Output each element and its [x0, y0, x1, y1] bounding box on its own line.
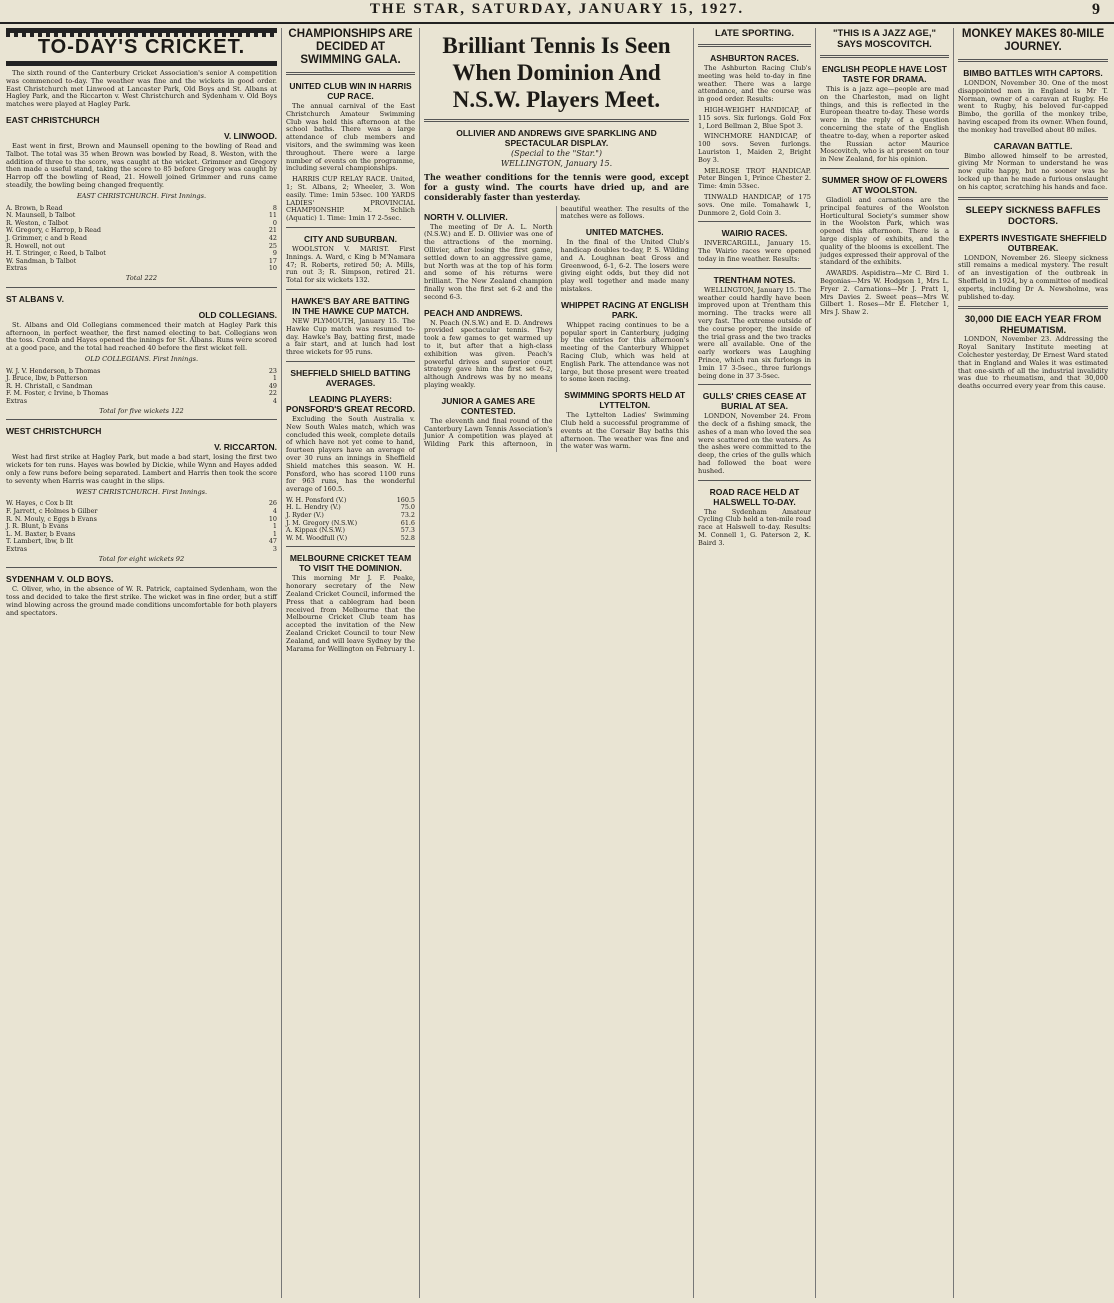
column-monkey — [954, 28, 1112, 1298]
runs: 1 — [272, 529, 277, 538]
match2-vs: OLD COLLEGIANS. — [198, 309, 277, 320]
headline-late-sporting: LATE SPORTING. — [715, 28, 794, 39]
column-swimming — [282, 28, 420, 1298]
divider — [286, 546, 415, 547]
headline-brilliant-tennis: Brilliant Tennis Is Seen When Dominion And N.S.W. Players Meet. — [442, 33, 671, 112]
runs: 47 — [268, 537, 277, 546]
rheumatism-body: LONDON, November 23. Addressing the Royal Sanitary Institute meeting at Colchester yesterday, Dr Ernest Ward stated that in England and Wales it was estimated that one-sixth of all the industrial invalidity was due to rheumatism, and that 30,000 deaths occurred every year from this cause. — [958, 335, 1108, 391]
column-cricket — [2, 28, 282, 1298]
divider — [698, 268, 811, 269]
page-number: 9 — [1092, 1, 1100, 18]
headline-rheumatism: 30,000 DIE EACH YEAR FROM RHEUMATISM. — [964, 314, 1102, 337]
batsman: Extras — [6, 397, 27, 406]
column-tennis — [420, 28, 694, 1298]
divider — [958, 59, 1108, 62]
batsman: A. Brown, b Read — [6, 203, 63, 212]
score-row — [6, 258, 277, 266]
runs: 9 — [272, 249, 277, 258]
dateline: WELLINGTON, January 15. — [500, 158, 613, 168]
sub-bimbo: BIMBO BATTLES WITH CAPTORS. — [963, 68, 1103, 78]
tennis-subhead: OLLIVIER AND ANDREWS GIVE SPARKLING AND SPECTACULAR DISPLAY. — [456, 128, 657, 148]
runs: 10 — [268, 264, 277, 273]
batsman: R. Howell, not out — [6, 241, 65, 250]
player: J. Ryder (V.) — [286, 511, 324, 520]
divider — [698, 221, 811, 222]
batsman: R. Weston, c Talbot — [6, 218, 69, 227]
sub-ashburton: ASHBURTON RACES. — [710, 53, 799, 63]
divider — [820, 55, 949, 58]
player: A. Kippax (N.S.W.) — [286, 526, 345, 535]
player: W. M. Woodfull (V.) — [286, 533, 348, 542]
batsman: R. N. Mouly, c Eggs b Evans — [6, 514, 97, 523]
batsman: L. M. Baxter, b Evans — [6, 529, 76, 538]
united-matches-body: In the final of the United Club's handicap doubles to-day, P. S. Wilding and A. Loughnan beat Gross and Greenwood, 6-1, 6-2. The losers were giving eight odds, but they did not play well together and made many mistakes. — [560, 238, 689, 293]
divider — [424, 119, 689, 122]
gulls-body: LONDON, November 24. From the deck of a fishing smack, the ashes of a man who loved the sea were scattered on the waters. As the ashes were committed to the deep, the cries of the gulls which had followed the boat were hushed. — [698, 412, 811, 475]
match4-body: C. Oliver, who, in the absence of W. R. Patrick, captained Sydenham, won the toss and decided to take the first strike. The wicket was in fine order, but a stiff wind blowing across the ground made conditions uncomfortable for both players and spectators. — [6, 585, 277, 617]
batsman: Extras — [6, 264, 27, 273]
averages-table — [286, 497, 415, 543]
sec-swimming-lyttelton: SWIMMING SPORTS HELD AT LYTTELTON. — [564, 390, 686, 411]
race-result: HIGH-WEIGHT HANDICAP, of 115 sovs. Six furlongs. Gold Fox 1, Lord Bellman 2, Blue Spot 3. — [698, 105, 811, 130]
match3-scorecard — [6, 500, 277, 563]
ashburton-body: The Ashburton Racing Club's meeting was held to-day in fine weather. There was a large attendance, and the course was in good order. Results: — [698, 64, 811, 104]
sub-sheffield-shield: SHEFFIELD SHIELD BATTING AVERAGES. — [290, 367, 411, 388]
tennis-lead: The weather conditions for the tennis were good, except for a gusty wind. The courts have dried up, and are considerably faster than yesterday. — [424, 171, 689, 202]
sub-trentham: TRENTHAM NOTES. — [713, 274, 796, 285]
race-result: TINWALD HANDICAP, of 175 sovs. One mile. Tomahawk 1, Dunmore 2, Gold Coin 3. — [698, 192, 811, 217]
caravan-body: Bimbo allowed himself to be arrested, giving Mr Norman to understand he was now quite happy, but no sooner was he locked up than he made a furious onslaught on his captor, scratching his hands and face. — [958, 151, 1108, 191]
monkey-body: LONDON, November 30. One of the most disappointed men in England is Mr T. Norman, owner of a caravan at Rugby. He went to Rugby, his beloved fur-capped Bimbo, the gorilla of the monkey tribe, having escaped from its owner. When found, the monkey had travelled about 80 miles. — [958, 79, 1108, 134]
match1-scorecard — [6, 205, 277, 283]
sub-ponsford: LEADING PLAYERS: PONSFORD'S GREAT RECORD. — [286, 393, 415, 414]
sub-united-club: UNITED CLUB WIN IN HARRIS CUP RACE. — [289, 81, 412, 101]
sub-wairio: WAIRIO RACES. — [721, 228, 788, 239]
match4-title: SYDENHAM V. OLD BOYS. — [6, 574, 114, 585]
runs: 3 — [272, 545, 277, 553]
city-suburban-body: WOOLSTON V. MARIST. First Innings. A. Ward, c King b M'Namara 47; R. Roberts, retired 50; A. Mills, run out 3; R. Simpson, retired 21. Total for six wickets 132. — [286, 244, 415, 285]
sheffield-body: Excluding the South Australia v. New South Wales match, which was concluded this week, complete details of which have not yet come to hand, fourteen players have an average of over 30 runs an innings in Sheffield Shield matches this season. W. H. Ponsford, who has scored 1100 runs for 963 runs, has the wonderful average of 160.5. — [286, 414, 415, 494]
headline-jazz-age: "THIS IS A JAZZ AGE," SAYS MOSCOVITCH. — [833, 28, 936, 50]
sub-caravan: CARAVAN BATTLE. — [993, 140, 1073, 151]
batsman: N. Maunsell, b Talbot — [6, 211, 76, 220]
swimming-results: HARRIS CUP RELAY RACE. United, 1; St. Albans, 2; Wheeler, 3. Won easily. Time: 1min 53sec. 100 YARDS LADIES' PROVINCIAL CHAMPIONSHIP. M. Schlich (Aquatic) 1. Time: 1min 17 2-5sec. — [286, 175, 415, 223]
average: 73.2 — [400, 511, 415, 520]
headline-championships: CHAMPIONSHIPS ARE DECIDED AT SWIMMING GALA. — [288, 28, 413, 66]
sub-summer-show: SUMMER SHOW OF FLOWERS AT WOOLSTON. — [821, 174, 948, 195]
runs: 0 — [272, 218, 277, 227]
batsman: F. M. Foster, c Irvine, b Thomas — [6, 389, 109, 398]
north-ollivier-body: The meeting of Dr A. L. North (N.S.W.) and E. D. Ollivier was one of the attractions of the morning. Ollivier, after losing the first game, settled down to an aggressive game, but North was at the top of his form and some of his returns were brilliant. The New Zealand champion finally won the first set 6-2 and the second 6-3. — [424, 222, 553, 301]
match2-innings: OLD COLLEGIANS. First Innings. — [84, 354, 199, 363]
runs: 22 — [268, 389, 277, 398]
runs: 11 — [268, 211, 277, 220]
hawkes-bay-body: NEW PLYMOUTH, January 15. The Hawke Cup match was resumed to-day. Hawke's Bay, batting first, made a fair start, and at lunch had lost three wickets for 95 runs. — [286, 316, 415, 357]
junior-a-body: The eleventh and final round of the Canterbury Lawn Tennis Association's Junior A competition was played at Wilding Park this afternoon, in beautiful weather. The results of the matches were as follows. — [424, 204, 689, 449]
column-jazz-age — [816, 28, 954, 1298]
sub-hawkes-bay: HAWKE'S BAY ARE BATTING IN THE HAWKE CUP MATCH. — [291, 295, 410, 316]
runs: 26 — [268, 499, 277, 508]
match1-title: EAST CHRISTCHURCH — [6, 114, 100, 125]
runs: 1 — [272, 374, 277, 383]
divider — [958, 306, 1108, 309]
average-row — [286, 535, 415, 543]
road-race-body: The Sydenham Amateur Cycling Club held a ten-mile road race at Halswell to-day. Results: M. Connell 1, G. Paterson 2, K. Baird 3. — [698, 507, 811, 547]
batsman: F. Jarrett, c Holmes b Gilber — [6, 507, 98, 516]
runs: 23 — [268, 366, 277, 375]
sec-junior-a: JUNIOR A GAMES ARE CONTESTED. — [441, 395, 535, 416]
sec-peach-andrews: PEACH AND ANDREWS. — [424, 307, 523, 318]
score-row — [6, 398, 277, 406]
headline-sleepy-sickness: SLEEPY SICKNESS BAFFLES DOCTORS. — [965, 204, 1101, 227]
divider — [698, 480, 811, 481]
average: 75.0 — [400, 503, 415, 512]
batsman: H. T. Stringer, c Reed, b Talbot — [6, 249, 106, 258]
match2-scorecard — [6, 368, 277, 416]
race-result: WINCHMORE HANDICAP, of 100 sovs. Seven furlongs. Lauriston 1, Maiden 2, Bright Boy 3. — [698, 132, 811, 164]
match2-title: ST ALBANS V. — [6, 293, 64, 304]
trentham-body: WELLINGTON, January 15. The weather could hardly have been improved upon at Trentham this morning. The tracks were all very fast. The extreme outside of the course proper, the inside of the trial grass and the two tracks were all available. One of the early workers was Laughing Prince, which ran six furlongs in 1min 17 3-5sec., three furlongs being done in 37 3-5sec. — [698, 285, 811, 380]
player: H. L. Hendry (V.) — [286, 503, 341, 512]
batsman: Extras — [6, 545, 27, 553]
match1-total: Total 222 — [125, 273, 158, 282]
divider — [698, 44, 811, 47]
batsman: R. H. Christall, c Sandman — [6, 381, 93, 390]
column-sporting — [694, 28, 816, 1298]
score-row — [6, 265, 277, 273]
lyttelton-body: The Lyttelton Ladies' Swimming Club held a successful programme of events at the Corsair Bay baths this afternoon. The weather was fine and the water was warm. — [560, 411, 689, 451]
divider — [698, 384, 811, 385]
divider — [958, 197, 1108, 200]
match1-vs: V. LINWOOD. — [223, 130, 277, 141]
sec-united-matches: UNITED MATCHES. — [585, 227, 664, 238]
tennis-body — [424, 206, 689, 452]
divider — [6, 567, 277, 568]
player: W. H. Ponsford (V.) — [286, 495, 347, 504]
race-result: MELROSE TROT HANDICAP. Peter Bingen 1, Prince Chester 2. Time: 4min 53sec. — [698, 166, 811, 191]
whippet-body: Whippet racing continues to be a popular sport in Canterbury, judging by the entries for this afternoon's meeting of the Canterbury Whippet Racing Club, which was held at English Park. The attendance was not large, but those present were treated to some keen racing. — [560, 320, 689, 384]
divider — [6, 287, 277, 288]
sub-english-drama: ENGLISH PEOPLE HAVE LOST TASTE FOR DRAMA. — [822, 64, 947, 84]
divider — [286, 361, 415, 362]
player: J. M. Gregory (N.S.W.) — [286, 518, 358, 527]
summer-show-body: Gladioli and carnations are the principal features of the Woolston Horticultural Society's summer show in the Woolston Park, which was opened this afternoon. There is a large display of exhibits, and the quality of the blooms is excellent. The judges expressed their approval of the standard of the exhibits. — [820, 195, 949, 267]
runs: 4 — [272, 507, 277, 516]
average: 52.8 — [400, 533, 415, 542]
runs: 25 — [268, 241, 277, 250]
runs: 10 — [268, 514, 277, 523]
sec-north-ollivier: NORTH V. OLLIVIER. — [424, 211, 508, 222]
divider — [286, 72, 415, 75]
match1-innings: EAST CHRISTCHURCH. First Innings. — [76, 191, 207, 200]
average: 61.6 — [400, 518, 415, 527]
score-row — [6, 538, 277, 546]
runs: 4 — [272, 397, 277, 406]
match3-body: West had first strike at Hagley Park, but made a bad start, losing the first two wickets for ten runs. Hayes was bowled by Dickie, while Wynn and Hayes added only a few runs before being separated. Lambert and Harris then took the score to seventy when Harris was caught in the slips. — [6, 453, 277, 485]
masthead — [0, 0, 1114, 24]
special-to-star: (Special to the "Star.") — [510, 149, 603, 158]
sub-melbourne-cricket: MELBOURNE CRICKET TEAM TO VISIT THE DOMINION. — [289, 553, 412, 574]
average: 160.5 — [396, 495, 415, 504]
divider — [286, 289, 415, 290]
melbourne-body: This morning Mr J. F. Peake, honorary secretary of the New Zealand Cricket Council, informed the Press that a cablegram had been received from Melbourne that the Melbourne Cricket Club team has accepted the invitation of the New Zealand Cricket Council to tour New Zealand, and will leave Sydney by the Marama for Wellington on February 1. — [286, 574, 415, 653]
batsman: J. Bruce, lbw, b Patterson — [6, 374, 88, 383]
match3-vs: V. RICCARTON. — [214, 442, 277, 453]
batsman: J. R. Blunt, b Evans — [6, 522, 69, 531]
batsman: W. J. V. Henderson, b Thomas — [6, 366, 101, 375]
sub-road-race: ROAD RACE HELD AT HALSWELL TO-DAY. — [709, 486, 800, 507]
match1-body: East went in first, Brown and Maunsell opening to the bowling of Read and Talbot. The total was 35 when Brown was bowled by Read, 8. Weston, with the addition of three to the score, was caught at the wicket. Grimmer and Gregory then made a useful stand, taking the score to 85 before Gregory was caught by Harrop off the bowling of Read, 21. Howell joined Grimmer and runs came steadily, the bowling being changed frequently. — [6, 141, 277, 189]
sleepy-body: LONDON, November 26. Sleepy sickness still remains a medical mystery. The result of an investigation of the outbreak in Sheffield in 1924, by a committee of medical experts, including Dr A. Newsholme, was published to-day. — [958, 253, 1108, 301]
batsman: J. Grimmer, c and b Read — [6, 233, 87, 242]
jazz-age-body: This is a jazz age—people are mad on the Charleston, mad on light things, and this is reflected in the European theatre to-day. These words were in the reply of a question concerning the state of the English theatre to-day, when a reporter asked the Russian actor Maurice Moscovitch, who is at present on tour in New Zealand, for his opinion. — [820, 85, 949, 164]
score-row — [6, 546, 277, 554]
divider — [820, 168, 949, 169]
batsman: W. Gregory, c Harrop, b Read — [6, 226, 101, 235]
headline-monkey: MONKEY MAKES 80-MILE JOURNEY. — [961, 28, 1105, 53]
divider — [286, 227, 415, 228]
runs: 49 — [268, 381, 277, 390]
match2-body: St. Albans and Old Collegians commenced their match at Hagley Park this afternoon, in perfect weather, the first named electing to bat. Collegians won the toss. Cromb and Hayes opened the innings for St. Albans. Runs were scored at a good pace, and the total had reached 40 before the first wicket fell. — [6, 320, 277, 353]
runs: 8 — [272, 203, 277, 212]
runs: 21 — [268, 226, 277, 235]
batsman: W. Hayes, c Cox b Ilt — [6, 499, 73, 508]
batsman: T. Lambert, lbw, b Ilt — [6, 537, 74, 546]
match2-total: Total for five wickets 122 — [99, 406, 184, 415]
match3-innings: WEST CHRISTCHURCH. First Innings. — [75, 487, 208, 496]
runs: 1 — [272, 522, 277, 531]
match3-total: Total for eight wickets 92 — [98, 554, 185, 563]
sub-gulls: GULLS' CRIES CEASE AT BURIAL AT SEA. — [702, 391, 807, 412]
match3-title: WEST CHRISTCHURCH — [6, 426, 102, 437]
cricket-intro: The sixth round of the Canterbury Cricket Association's senior A competition was commenced to-day. The weather was fine and the wickets in good order. East Christchurch met Linwood at Lancaster Park, Old Boys and St. Albans at Hagley Park, and the Riccarton v. West Christchurch and Sydenham v. Old Boys matches were played at Hagley Park. — [6, 69, 277, 109]
divider — [6, 419, 277, 420]
prize-list: AWARDS. Aspidistra—Mr C. Bird 1. Begonias—Mrs W. Hodgson 1, Mrs L. Fryer 2. Carnations—Mr J. Pratt 1, Mrs Davies 2. Sweet peas—Mrs W. Gilbert 1. Roses—Mr E. Fletcher 1, Mrs J. Shaw 2. — [820, 269, 949, 317]
swimming-body: The annual carnival of the East Christchurch Amateur Swimming Club was held this afternoon at the school baths. There was a large attendance of club members and visitors, and the swimming was keen throughout. There were a large number of events on the programme, including several championships. — [286, 102, 415, 173]
score-row — [6, 390, 277, 398]
batsman: W. Sandman, b Talbot — [6, 256, 77, 265]
sec-whippet-racing: WHIPPET RACING AT ENGLISH PARK. — [561, 299, 689, 320]
sub-experts: EXPERTS INVESTIGATE SHEFFIELD OUTBREAK. — [959, 232, 1107, 253]
peach-andrews-body: N. Peach (N.S.W.) and E. D. Andrews provided spectacular tennis. They took a few games to get warmed up to it, but after that a high-class exhibition was given. Peach's powerful drives and superior court strategy gave him the first set 6-2, although Andrews was by no means playing weakly. — [424, 318, 553, 389]
masthead-title: THE STAR, SATURDAY, JANUARY 15, 1927. — [369, 1, 745, 17]
sub-city-suburban: CITY AND SUBURBAN. — [303, 233, 398, 244]
runs: 17 — [268, 256, 277, 265]
wairio-body: INVERCARGILL, January 15. The Wairio races were opened today in fine weather. Results: — [698, 239, 811, 263]
runs: 42 — [268, 233, 277, 242]
headline-todays-cricket: TO-DAY'S CRICKET. — [6, 28, 277, 66]
average: 57.3 — [400, 526, 415, 535]
